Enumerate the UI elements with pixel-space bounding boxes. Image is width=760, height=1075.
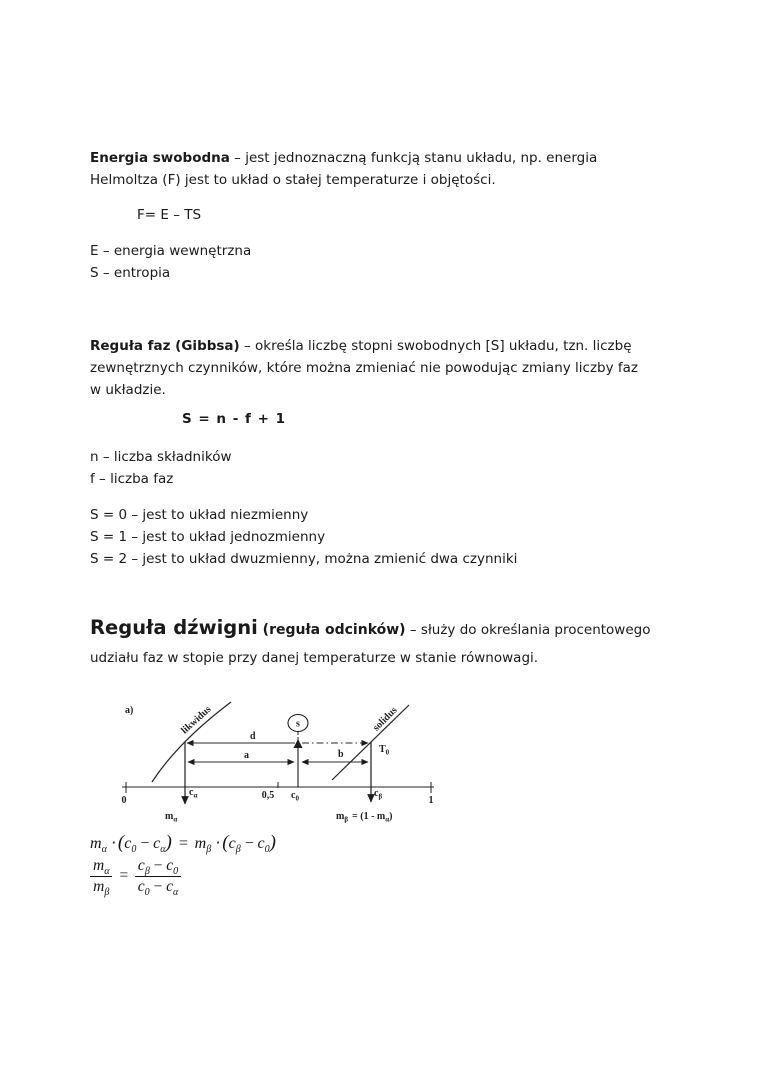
math-token: m — [194, 835, 207, 852]
figure-label: a) — [125, 705, 134, 716]
case-S1: S = 1 – jest to układ jednozmienny — [90, 529, 326, 545]
axis-label-0-5: 0,5 — [261, 790, 275, 801]
definitions-gibbs — [90, 446, 232, 490]
case-S2: S = 2 – jest to układ dwuzmienny, można zmienić dwa czynniki — [90, 551, 518, 567]
text-run: – służy do określania procentowego — [405, 622, 651, 638]
definition-f: f – liczba faz — [90, 471, 174, 487]
formula-lever-balance — [90, 832, 276, 854]
segment-b-label: b — [338, 749, 344, 760]
fraction-denominator — [90, 877, 112, 899]
section-regula-dzwigni — [90, 614, 650, 669]
fraction-numerator — [135, 857, 181, 877]
T0-label: $T_0$ — [379, 744, 390, 757]
text-line: w układzie. — [90, 382, 166, 398]
paragraph-regula-faz — [90, 335, 638, 401]
math-sub: 0 — [131, 844, 137, 856]
math-sub: α — [101, 844, 107, 856]
math-equals: = — [118, 867, 129, 885]
text-line: udziału faz w stopie przy danej temperaturze w stanie równowagi. — [90, 650, 539, 666]
math-token: c — [257, 835, 265, 852]
text-run: – jest jednoznaczną funkcją stanu układu, np. energia — [229, 150, 598, 166]
math-sub: β — [104, 887, 110, 899]
math-sub: 0 — [173, 866, 179, 878]
definition-S: S – entropia — [90, 265, 171, 281]
definition-n: n – liczba składników — [90, 449, 232, 465]
math-token: c — [137, 878, 145, 895]
math-operator: ⋅ — [109, 835, 115, 852]
math-paren: ) — [165, 832, 172, 853]
math-token: m — [93, 857, 105, 874]
math-sub: 0 — [144, 887, 150, 899]
math-token: c — [124, 835, 132, 852]
case-S0: S = 0 – jest to układ niezmienny — [90, 507, 309, 523]
text-line: Helmoltza (F) jest to układ o stałej temperaturze i objętości. — [90, 172, 496, 188]
gibbs-cases-list — [90, 504, 517, 570]
m-alpha-label: $m_\alpha$ — [165, 811, 178, 824]
heading-line — [90, 614, 650, 644]
math-token: m — [90, 835, 102, 852]
lever-rule-diagram — [110, 692, 450, 830]
m-beta-equation-label: $m_\beta = (1 - m_\alpha)$ — [336, 811, 393, 824]
heading-alt-regula-odcinkow: (reguła odcinków) — [257, 622, 406, 638]
text-line — [90, 335, 638, 357]
math-sub: α — [160, 844, 166, 856]
likwidus-label: likwidus — [179, 703, 214, 737]
text-line: zewnętrznych czynników, które można zmieniać nie powodując zmiany liczby faz — [90, 360, 639, 376]
solidus-label: solidus — [370, 704, 400, 734]
math-paren: ( — [222, 832, 229, 853]
math-token: m — [93, 878, 105, 895]
math-sub: α — [173, 887, 179, 899]
math-operator: − — [152, 857, 164, 874]
alloy-point-label: s — [296, 718, 300, 730]
math-sub: β — [206, 844, 212, 856]
segment-a-label: a — [244, 750, 249, 761]
math-token: c — [228, 835, 236, 852]
formula-lever-ratio — [90, 857, 181, 899]
math-operator: − — [243, 835, 255, 852]
fraction-denominator — [135, 877, 181, 899]
axis-label-0: 0 — [121, 795, 127, 806]
likwidus-curve — [152, 702, 231, 782]
formula-helmholtz: F= E – TS — [137, 207, 202, 223]
math-paren: ) — [269, 832, 276, 853]
c-alpha-label: $c_\alpha$ — [189, 787, 198, 800]
math-operator: ⋅ — [214, 835, 220, 852]
text-line — [90, 147, 597, 169]
fraction-numerator — [90, 857, 112, 877]
math-operator: − — [139, 835, 151, 852]
math-token: c — [137, 857, 145, 874]
c-beta-label: $c_\beta$ — [374, 788, 383, 801]
math-paren: ( — [117, 832, 125, 853]
term-regula-faz: Reguła faz (Gibbsa) — [90, 338, 240, 354]
text-run: – określa liczbę stopni swobodnych [S] układu, tzn. liczbę — [239, 338, 632, 354]
definition-E: E – energia wewnętrzna — [90, 243, 252, 259]
paragraph-energia-swobodna — [90, 147, 597, 191]
definitions-energia — [90, 240, 251, 284]
fraction-m-ratio — [90, 857, 112, 899]
math-token: c — [153, 835, 161, 852]
math-sub: α — [104, 866, 110, 878]
c0-label: $c_0$ — [291, 790, 299, 803]
math-operator: − — [152, 878, 164, 895]
formula-gibbs-phase-rule: S = n - f + 1 — [182, 411, 287, 427]
math-token: c — [166, 878, 174, 895]
math-sub: 0 — [264, 844, 270, 856]
heading-regula-dzwigni: Reguła dźwigni — [90, 616, 258, 639]
segment-d-label: d — [250, 731, 256, 742]
math-sub: β — [144, 866, 150, 878]
axis-label-1: 1 — [428, 795, 434, 806]
term-energia-swobodna: Energia swobodna — [90, 150, 230, 166]
math-sub: β — [235, 844, 241, 856]
math-token: c — [166, 857, 174, 874]
fraction-c-ratio — [135, 857, 181, 899]
math-equals: = — [177, 835, 189, 852]
